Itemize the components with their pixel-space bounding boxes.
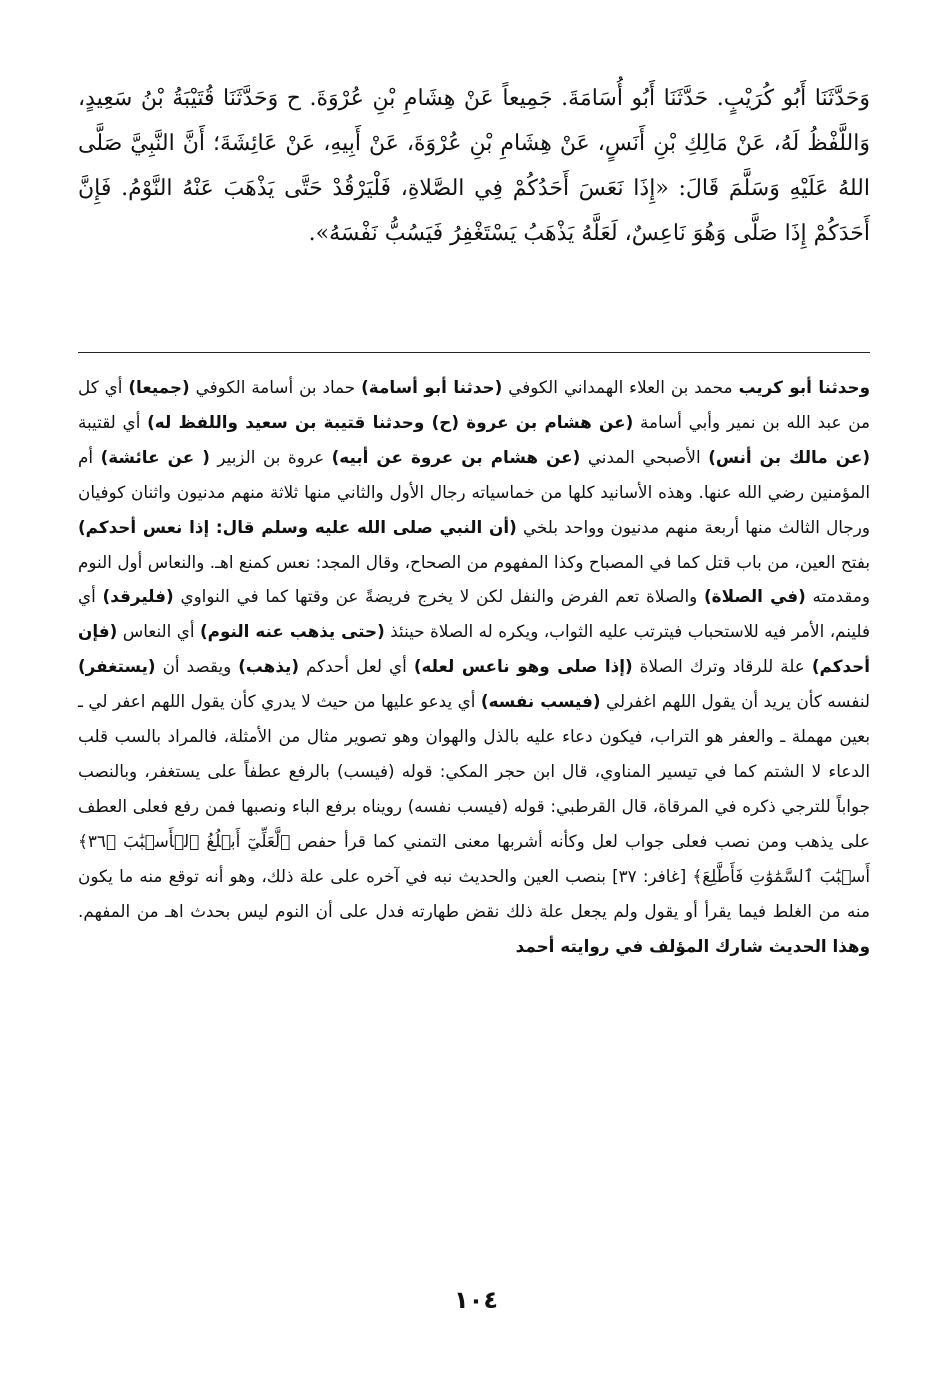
commentary-segment: أي فلينم، الأمر فيه للاستحباب فيترتب عليه الثواب، ويكره له الصلاة حينئذ [78,586,870,642]
commentary-segment: أي لعل أحدكم [298,656,414,677]
page-number: ١٠٤ [454,1286,498,1314]
commentary-segment: ويقصد أن [155,656,239,677]
commentary-bold-segment: (أن النبي صلى الله عليه وسلم قال: إذا نعس أحدكم) [78,516,517,537]
commentary-segment: محمد بن العلاء الهمداني الكوفي [502,377,739,397]
hadith-block [78,76,870,256]
commentary-bold-segment: (عن هشام بن عروة (ح) وحدثنا قتيبة بن سعيد واللفظ له) [147,411,634,432]
commentary-bold-segment: (حدثنا أبو أسامة) [361,377,503,397]
commentary-segment: والصلاة تعم الفرض والنفل لكن لا يخرج فريضةً عن وقتها كما في النواوي [173,586,705,607]
commentary-segment: الأصبحي المدني [580,446,709,467]
commentary-segment: أم المؤمنين رضي الله عنها. وهذه الأسانيد كلها من خماسياته رجال الأول والثاني منها ثلاثة منهم مدنيون واثنان كوفيان ورجال الثالث منها أربعة منهم مدنيون وواحد بلخي [78,446,870,537]
commentary-bold-segment: (في الصلاة) [704,586,806,607]
commentary-segment: حماد بن أسامة الكوفي [189,377,362,397]
commentary-bold-segment: (حتى يذهب عنه النوم) [200,621,385,642]
commentary-bold-segment: وحدثنا أبو كريب [738,377,870,397]
commentary-bold-segment: (يذهب) [238,656,299,677]
commentary-segment: أي كل من عبد الله بن نمير وأبي أسامة [78,377,870,432]
commentary-segment: لنفسه كأن يريد أن يقول اللهم اغفرلي [600,691,870,712]
commentary-bold-segment: (يستغفر) [78,656,156,677]
commentary-bold-segment: (جميعا) [128,377,190,397]
commentary-bold-segment: (فيسب نفسه) [480,691,601,712]
commentary-bold-segment: وهذا الحديث شارك المؤلف في روايته أحمد [515,935,870,956]
commentary-bold-segment: (عن مالك بن أنس) [708,446,870,467]
hadith-text: وَحَدَّثَنَا أَبُو كُرَيْبٍ. حَدَّثَنَا أَبُو أُسَامَةَ. جَمِيعاً عَنْ هِشَامِ بْنِ عُرْوَةَ. ح وَحَدَّثَنَا قُتَيْبَةُ بْنُ سَعِيدٍ، وَاللَّفْظُ لَهُ، عَنْ مَالِكِ بْنِ أَنَسٍ، عَنْ هِشَامِ بْنِ عُرْوَةَ، عَنْ أَبِيهِ، عَنْ عَائِشَةَ؛ أَنَّ النَّبِيَّ صَلَّى اللهُ عَلَيْهِ وَسَلَّمَ قَالَ: «إِذَا نَعَسَ أَحَدُكُمْ فِي الصَّلاةِ، فَلْيَرْقُدْ حَتَّى يَذْهَبَ عَنْهُ النَّوْمُ. فَإِنَّ أَحَدَكُمْ إِذَا صَلَّى وَهُوَ نَاعِسٌ، لَعَلَّهُ يَذْهَبُ يَسْتَغْفِرُ فَيَسُبُّ نَفْسَهُ». [78,86,871,246]
commentary-bold-segment: (إذا صلى وهو ناعس لعله) [413,656,633,677]
commentary-text [78,370,870,963]
commentary-bold-segment: ( عن عائشة) [100,446,210,467]
commentary-segment: بفتح العين، من باب قتل كما في المصباح وكذا المفهوم من الصحاح، وقال المجد: نعس كمنع اهـ. والنعاس أول النوم ومقدمته [78,551,870,607]
commentary-bold-segment: (عن هشام بن عروة عن أبيه) [331,446,581,467]
commentary-bold-segment: (فإن أحدكم) [78,621,870,677]
separator-line [78,352,870,353]
commentary-segment: أي لقتيبة [78,411,148,432]
commentary-segment: أي النعاس [117,621,200,642]
commentary-segment: علة للرقاد وترك الصلاة [632,656,812,677]
commentary-bold-segment: (فليرقد) [102,586,174,607]
commentary-segment: عروة بن الزبير [209,446,332,467]
commentary-segment: أي يدعو عليها من حيث لا يدري كأن يقول اللهم اعفر لي ـ بعين مهملة ـ والعفر هو التراب، فيكون دعاء عليه بالذل والهوان وهو تصوير مثال من الأمثلة، فالمراد بالسب قلب الدعاء لا الشتم كما في تيسير المناوي، قال ابن حجر المكي: قوله (فيسب) بالرفع عطفاً على يستغفر، وبالنصب جواباً للترجي ذكره في المرقاة، قال القرطبي: قوله (فيسب نفسه) رويناه برفع الباء ونصبها فمن رفع فعلى العطف على يذهب ومن نصب فعلى جواب لعل وكأنه أشربها معنى التمني كما قرأ حفص ﴿لَّعَلِّيٓ أَبۡلُغُ ٱلۡأَسۡبَٰبَ ﴿٣٦﴾ أَسۡبَٰبَ ٱلسَّمَٰوَٰتِ فَأَطَّلِعَ﴾ [غافر: ٣٧] بنصب العين والحديث نبه في آخره على علة ذلك، وهو أنه توقع منه ما يكون منه من الغلط فيما يقرأ أو يقول ولم يجعل علة ذلك نقض طهارته فدل على أن النوم ليس بحدث اهـ من المفهم. [78,691,870,921]
